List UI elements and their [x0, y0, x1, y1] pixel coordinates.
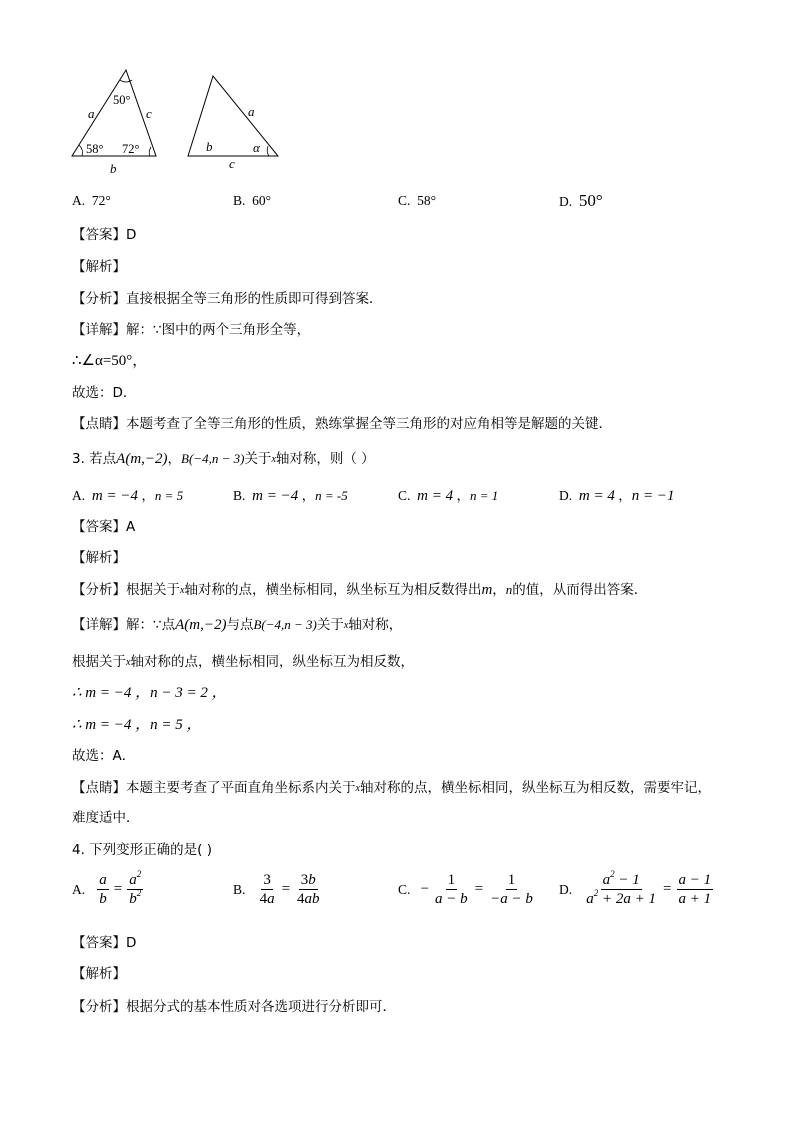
q4-analysis: 【分析】根据分式的基本性质对各选项进行分析即可． [72, 999, 396, 1015]
q4-jiexi-heading: 【解析】 [72, 966, 126, 982]
tri1-side-b: b [110, 161, 117, 176]
q3-stem: 3. 若点A(m,−2)，B(−4,n − 3)关于x轴对称，则（ ） [72, 451, 375, 467]
congruent-triangle-1 [60, 62, 170, 180]
q3-analysis: 【分析】根据关于x轴对称的点，横坐标相同，纵坐标互为相反数得出m，n的值，从而得出答案． [72, 582, 648, 598]
q3-option-c: C. m = 4 ，n = 1 [398, 488, 499, 504]
q3-comment-line-1: 【点睛】本题主要考查了平面直角坐标系内关于x轴对称的点，横坐标相同，纵坐标互为相反数，需要牢记， [72, 780, 711, 796]
q2-option-a: A. 72° [72, 193, 111, 208]
q3-point-a: A(m,−2) [116, 451, 168, 467]
q3-detail-line-4: ∴ m = −4 ，n = 5 ， [72, 717, 202, 733]
q4-option-d: D. $\frac{a^2 - 1}{a^2 + 2a + 1}$ = $\frac{a - 1}{a + 1}$ [559, 869, 712, 907]
q4-stem: 4. 下列变形正确的是( ) [72, 842, 212, 858]
tri1-angle-left: 58° [86, 142, 104, 156]
q2-detail-line-3: 故选：D． [72, 385, 137, 401]
q2-analysis: 【分析】直接根据全等三角形的性质即可得到答案． [72, 291, 383, 307]
tri2-side-b: b [206, 139, 213, 154]
q2-option-d: D. 50° [559, 191, 603, 210]
tri1-side-a: a [88, 106, 95, 121]
q4-answer: 【答案】D [72, 935, 137, 951]
tri1-angle-top: 50° [113, 93, 131, 107]
q3-answer: 【答案】A [72, 519, 136, 535]
q3-detail-line-5: 故选：A． [72, 748, 136, 764]
q3-comment-line-2: 难度适中． [72, 810, 140, 826]
q3-detail-line-1: 【详解】解：∵点A(m,−2)与点B(−4,n − 3)关于x轴对称， [72, 617, 403, 633]
tri2-side-a: a [248, 104, 255, 119]
q3-point-b: B(−4,n − 3) [181, 451, 245, 466]
q2-option-b: B. 60° [233, 193, 272, 208]
q2-option-c: C. 58° [398, 193, 437, 208]
q4-option-c: C. − $\frac{1}{a - b}$ = $\frac{1}{-a - b}$ [398, 872, 533, 907]
q2-comment: 【点睛】本题考查了全等三角形的性质，熟练掌握全等三角形的对应角相等是解题的关键． [72, 416, 612, 432]
q2-detail-line-1: 【详解】解：∵图中的两个三角形全等， [72, 322, 311, 338]
q3-option-d: D. m = 4 ，n = −1 [559, 488, 675, 504]
q2-jiexi-heading: 【解析】 [72, 259, 126, 275]
q3-jiexi-heading: 【解析】 [72, 550, 126, 566]
q4-option-b: B. $\frac{3}{4a}$ = $\frac{3b}{4ab}$ [233, 872, 320, 907]
q4-option-a: A. $\frac{a}{b}$ = $\frac{a^2}{b^2}$ [72, 869, 142, 907]
tri2-side-c: c [229, 156, 235, 171]
q2-detail-line-2: ∴∠α=50°， [72, 353, 148, 369]
tri2-angle-alpha: α [253, 140, 260, 155]
q3-detail-line-3: ∴ m = −4 ，n − 3 = 2 ， [72, 685, 227, 701]
tri1-angle-right: 72° [122, 142, 140, 156]
q3-detail-line-2: 根据关于x轴对称的点，横坐标相同，纵坐标互为相反数， [72, 654, 414, 670]
q3-option-b: B. m = −4 ，n = -5 [233, 488, 348, 504]
congruent-triangle-2 [180, 70, 290, 175]
q2-answer: 【答案】D [72, 227, 137, 243]
q3-option-a: A. m = −4 ，n = 5 [72, 488, 184, 504]
tri1-side-c: c [146, 106, 152, 121]
